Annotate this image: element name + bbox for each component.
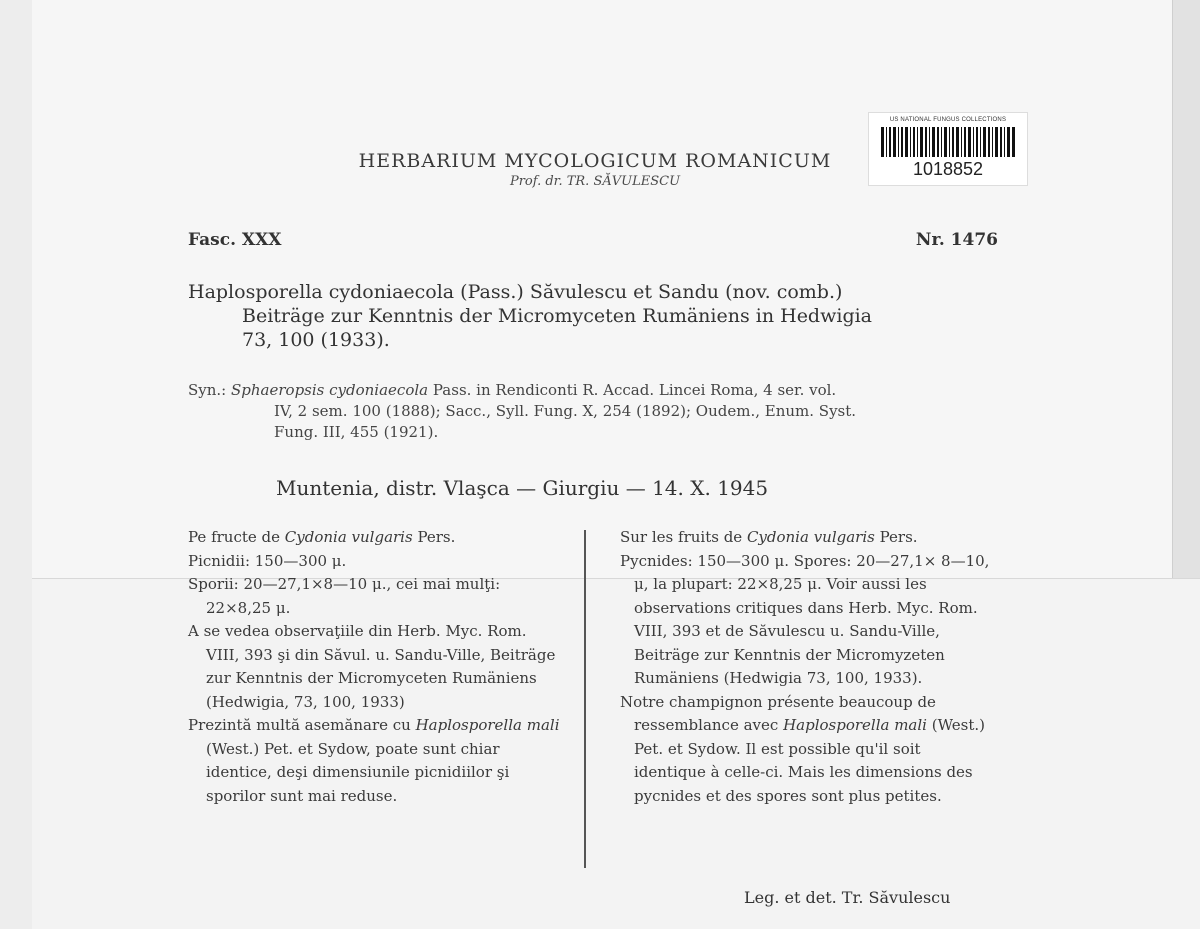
- left-similarity-genus: Haplosporella mali: [415, 716, 560, 734]
- left-host-genus: Cydonia vulgaris: [284, 528, 413, 546]
- species-line-1: Haplosporella cydoniaecola (Pass.) Săvulescu et Sandu (nov. comb.): [188, 281, 843, 303]
- label-header: [330, 150, 860, 189]
- right-host-author: Pers.: [874, 528, 918, 546]
- left-host: [188, 526, 564, 550]
- synonym-line-3: Fung. III, 455 (1921).: [274, 423, 439, 441]
- left-similarity: [188, 714, 564, 808]
- left-observations: A se vedea observaţiile din Herb. Myc. Rom. VIII, 393 şi din Săvul. u. Sandu-Ville, Beiträge zur Kenntnis der Micromyceten Rumäniens (Hedwigia, 73, 100, 1933): [188, 622, 556, 711]
- right-host: [620, 526, 992, 550]
- left-host-text: Pe fructe de: [188, 528, 285, 546]
- french-description: [620, 526, 992, 808]
- right-similarity-rest: (West.) Pet. et Sydow. Il est possible qu'il soit identique à celle-ci. Mais les dimensions des pycnides et des spores sont plus petites.: [634, 716, 986, 805]
- romanian-description: [188, 526, 564, 808]
- barcode-icon: [881, 127, 1015, 157]
- species-line-2: Beiträge zur Kenntnis der Micromyceten Rumäniens in Hedwigia: [242, 305, 873, 327]
- herbarium-professor: Prof. dr. TR. SĂVULESCU: [509, 174, 681, 189]
- herbarium-title: HERBARIUM MYCOLOGICUM ROMANICUM: [358, 150, 832, 172]
- synonym-line-2: IV, 2 sem. 100 (1888); Sacc., Syll. Fung. X, 254 (1892); Oudem., Enum. Syst.: [274, 402, 857, 420]
- synonym-prefix: Syn.:: [188, 381, 227, 399]
- right-similarity-genus: Haplosporella mali: [783, 716, 927, 734]
- column-divider: [584, 530, 586, 868]
- synonym-line-1: Pass. in Rendiconti R. Accad. Lincei Roma, 4 ser. vol.: [432, 381, 837, 399]
- synonym-name: Sphaeropsis cydoniaecola: [231, 381, 429, 399]
- barcode-label: [868, 112, 1028, 186]
- synonym-block: [188, 380, 998, 443]
- fascicle-number: Fasc. XXX: [188, 230, 282, 250]
- left-similarity-rest: (West.) Pet. et Sydow, poate sunt chiar identice, deşi dimensiunile picnidiilor şi sporilor sunt mai reduse.: [206, 739, 510, 805]
- right-similarity: [620, 691, 992, 809]
- left-similarity-text: Prezintă multă asemănare cu: [188, 716, 416, 734]
- barcode-number: 1018852: [912, 159, 984, 179]
- right-host-text: Sur les fruits de: [620, 528, 747, 546]
- species-name: [188, 280, 998, 352]
- left-host-author: Pers.: [412, 528, 456, 546]
- right-similarity-text: Notre champignon présente beaucoup de ressemblance avec: [620, 692, 936, 734]
- collector-legend: Leg. et det. Tr. Săvulescu: [744, 888, 951, 907]
- right-host-genus: Cydonia vulgaris: [746, 528, 875, 546]
- right-measurements: Pycnides: 150—300 μ. Spores: 20—27,1× 8—10, μ, la plupart: 22×8,25 μ. Voir aussi les observations critiques dans Herb. Myc. Rom. VIII, 393 et de Săvulescu u. Sandu-Ville, Beiträge zur Kenntnis der Micromyzeten Rumäniens (Hedwigia 73, 100, 1933).: [620, 551, 990, 687]
- specimen-number: Nr. 1476: [915, 230, 998, 250]
- species-line-3: 73, 100 (1933).: [242, 329, 390, 351]
- left-pycnidia: Picnidii: 150—300 μ.: [188, 551, 347, 570]
- barcode-collection: US NATIONAL FUNGUS COLLECTIONS: [889, 117, 1007, 123]
- locality: Muntenia, distr. Vlaşca — Giurgiu — 14. X. 1945: [276, 476, 769, 500]
- left-spores: Sporii: 20—27,1×8—10 μ., cei mai mulţi: 22×8,25 μ.: [188, 575, 501, 617]
